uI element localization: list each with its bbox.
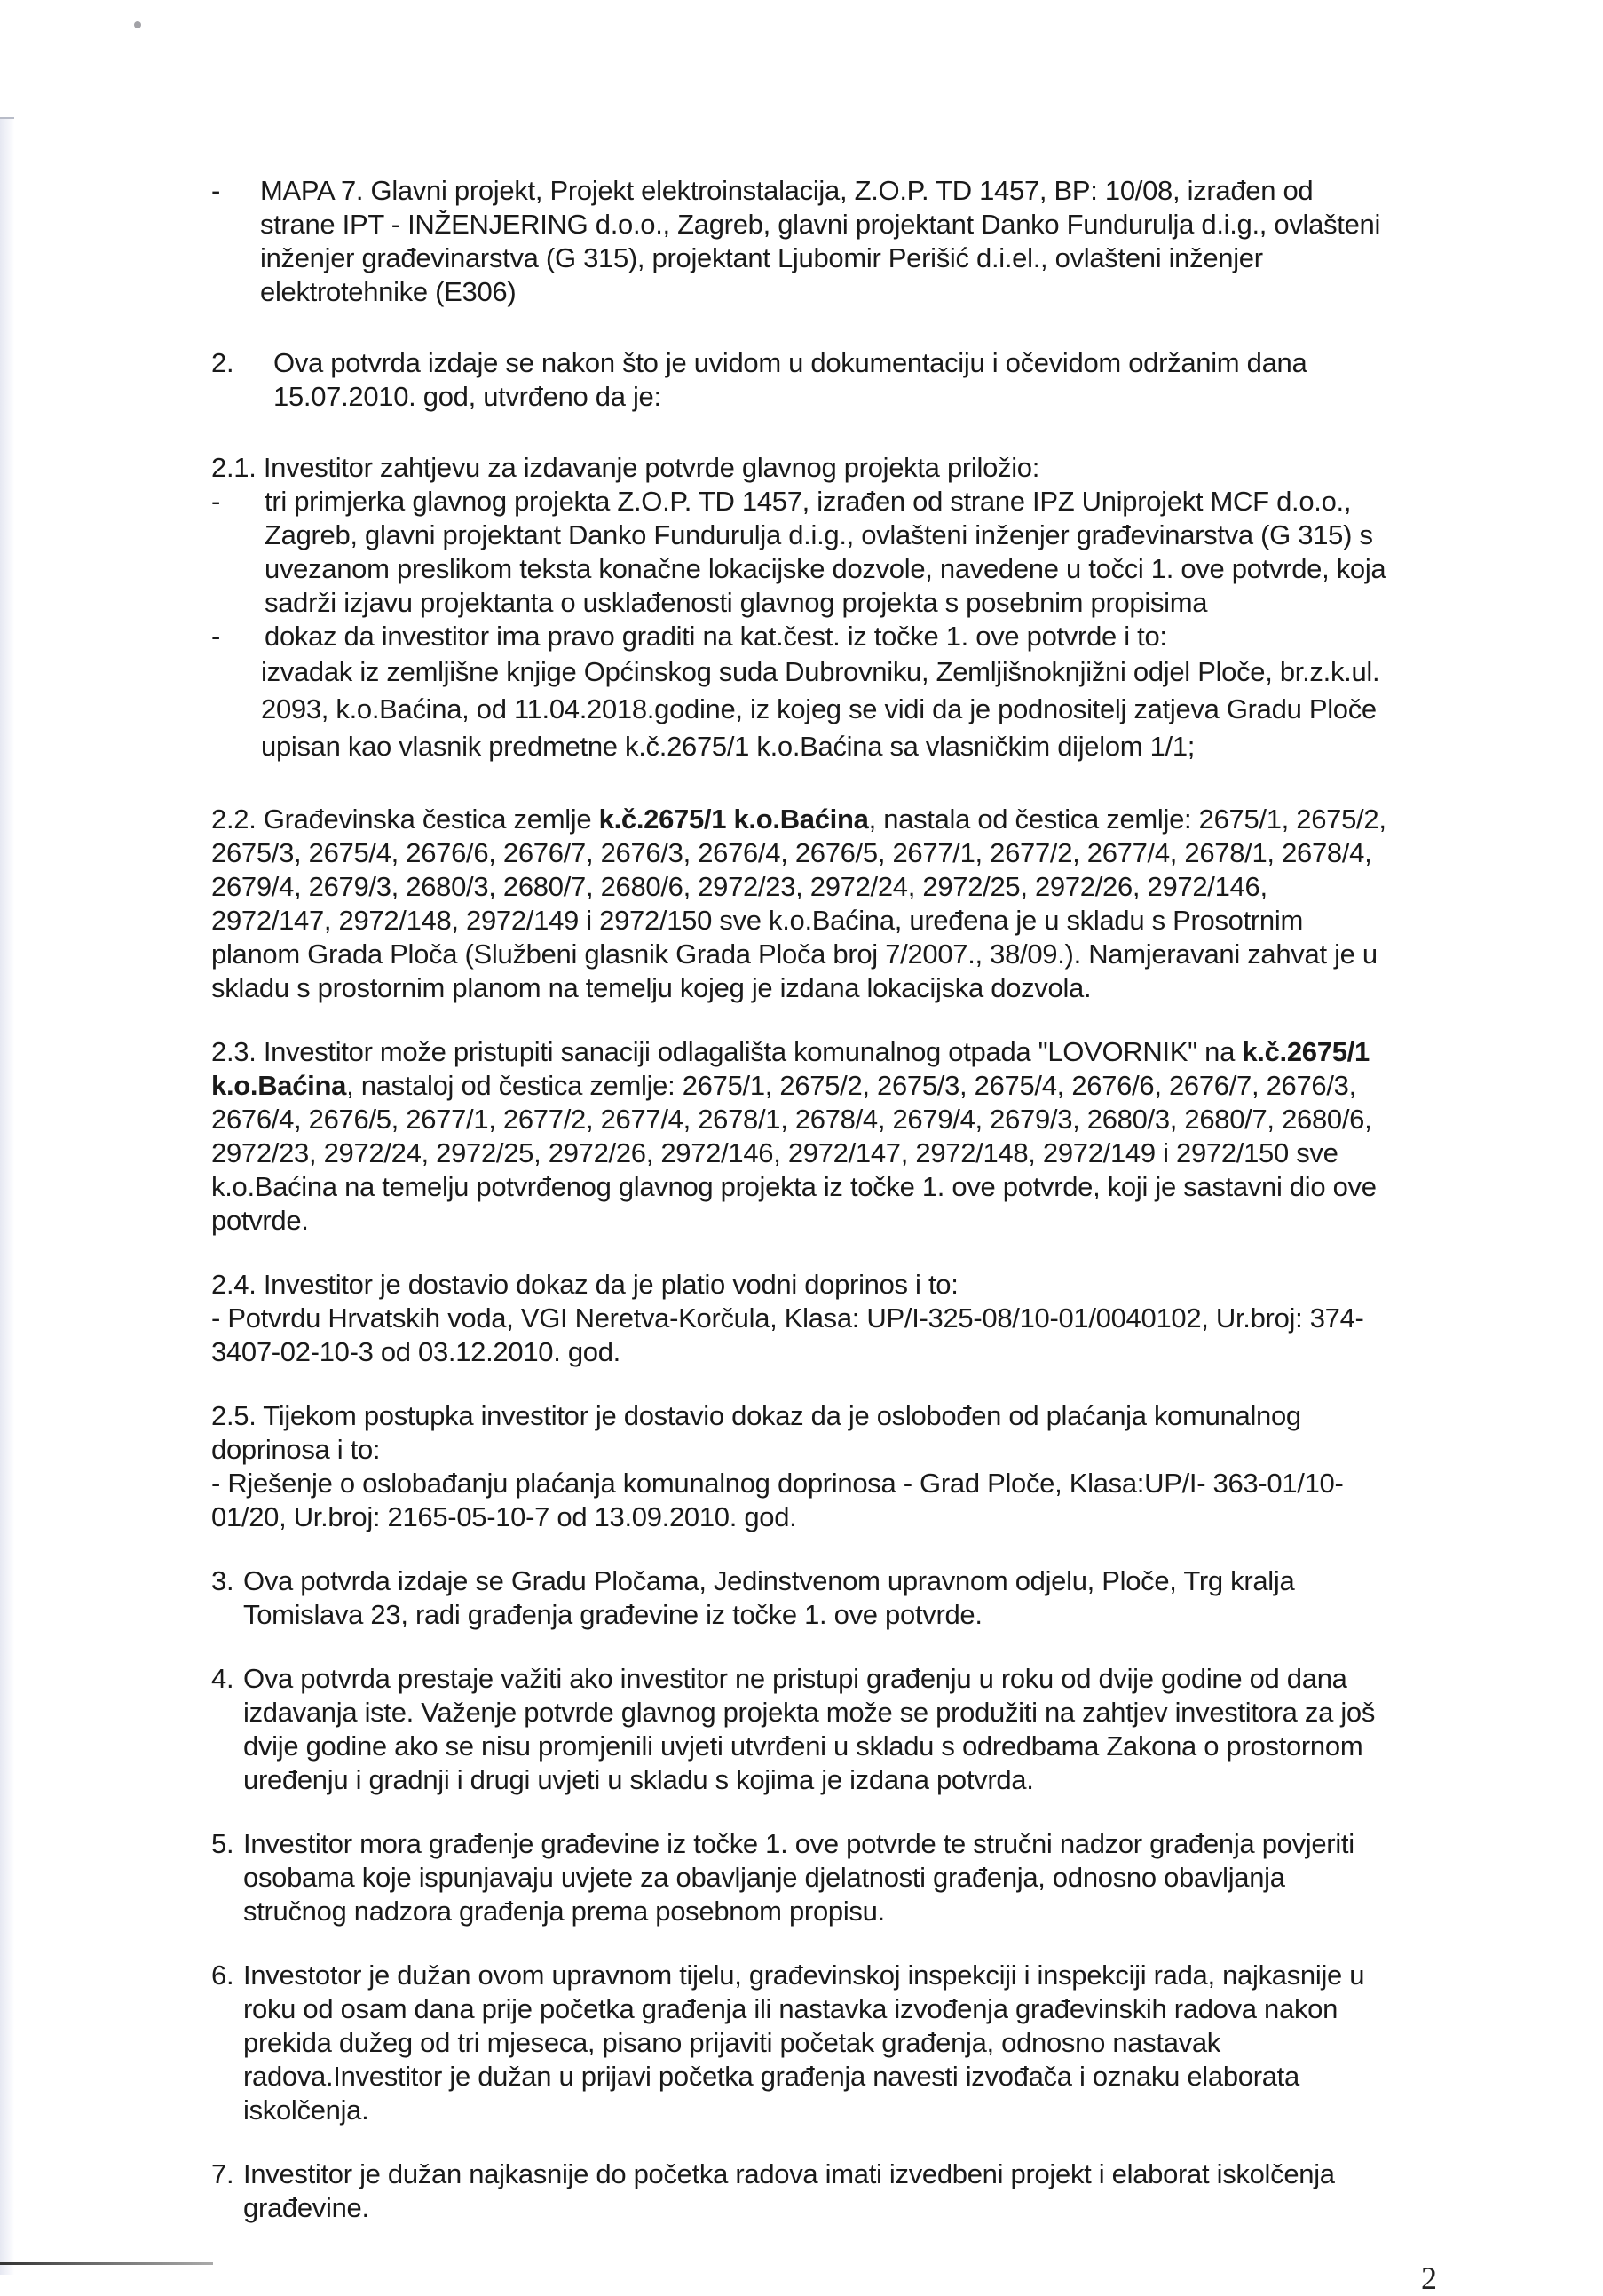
section3 <box>211 1564 1392 1632</box>
section2-5-heading: 2.5. Tijekom postupka investitor je dostavio dokaz da je oslobođen od plaćanja komunalnog doprinosa i to: <box>211 1400 1301 1465</box>
section2-1-item-text: dokaz da investitor ima pravo graditi na kat.čest. iz točke 1. ove potvrde i to: <box>265 621 1167 652</box>
section7 <box>211 2157 1392 2225</box>
section3-number: 3. <box>211 1565 234 1596</box>
page-number: 2 <box>1421 2260 1437 2296</box>
section2-1-item-text: tri primjerka glavnog projekta Z.O.P. TD 1457, izrađen od strane IPZ Uniprojekt MCF d.o.o., Zagreb, glavni projektant Danko Fundurulja d.i.g., ovlašteni inženjer građevinarstva (G 315) s uvezanom preslikom teksta konačne lokacijske dozvole, navedene u točci 1. ove potvrde, koja sadrži izjavu projektanta o usklađenosti glavnog projekta s posebnim propisima <box>265 486 1386 618</box>
section2-2-text: , nastala od čestica zemlje: 2675/1, 2675/2, 2675/3, 2675/4, 2676/6, 2676/7, 2676/3, 2676/4, 2676/5, 2677/1, 2677/2, 2677/4, 2678/1, 2678/4, 2679/4, 2679/3, 2680/3, 2680/7, 2680/6, 2972/23, 2972/24, 2972/25, 2972/26, 2972/146, 2972/147, 2972/148, 2972/149 i 2972/150 sve k.o.Baćina, uređena je u skladu s Prosotrnim planom Grada Ploča (Službeni glasnik Grada Ploča broj 7/2007., 38/09.). Namjeravani zahvat je u skladu s prostornim planom na temelju kojeg je izdana lokacijska dozvola. <box>211 804 1386 1003</box>
parcel-id: k.č.2675/1 k.o.Baćina <box>211 1036 1370 1101</box>
section4-number: 4. <box>211 1663 234 1694</box>
bullet-dash: - <box>211 486 221 517</box>
section2-3 <box>211 1035 1392 1238</box>
mapa7-text: MAPA 7. Glavni projekt, Projekt elektroinstalacija, Z.O.P. TD 1457, BP: 10/08, izrađen od strane IPT - INŽENJERING d.o.o., Zagreb, glavni projektant Danko Fundurulja d.i.g., ovlašteni inženjer građevinarstva (G 315), projektant Ljubomir Perišić d.i.el., ovlašteni inženjer elektrotehnike (E306) <box>260 175 1381 307</box>
section7-text: Investitor je dužan najkasnije do početka radova imati izvedbeni projekt i elaborat iskolčenja građevine. <box>243 2158 1335 2223</box>
section7-number: 7. <box>211 2158 234 2189</box>
section6-text: Investotor je dužan ovom upravnom tijelu, građevinskoj inspekciji i inspekciji rada, najkasnije u roku od osam dana prije početka građenja ili nastavka izvođenja građevinskih radova nakon prekida dužeg od tri mjeseca, pisano prijaviti početak građenja, odnosno nastavak radova.Investitor je dužan u prijavi početka građenja navesti izvođača i oznaku elaborata iskolčenja. <box>243 1960 1365 2126</box>
section4 <box>211 1662 1392 1797</box>
land-registry-extract-text: izvadak iz zemljišne knjige Općinskog suda Dubrovniku, Zemljišnoknjižni odjel Ploče, br.z.k.ul. 2093, k.o.Baćina, od 11.04.2018.godine, iz kojeg se vidi da je podnositelj zatjeva Gradu Ploče upisan kao vlasnik predmetne k.č.2675/1 k.o.Baćina sa vlasničkim dijelom 1/1; <box>261 656 1380 762</box>
section2-2-prefix: 2.2. Građevinska čestica zemlje <box>211 804 599 835</box>
bullet-dash: - <box>211 175 221 206</box>
section2-4 <box>211 1268 1392 1369</box>
section2-4-item: - Potvrdu Hrvatskih voda, VGI Neretva-Korčula, Klasa: UP/I-325-08/10-01/0040102, Ur.broj: 374-3407-02-10-3 od 03.12.2010. god. <box>211 1302 1364 1367</box>
section2-1-item <box>211 620 1392 653</box>
section2-3-prefix: 2.3. Investitor može pristupiti sanaciji odlagališta komunalnog otpada "LOVORNIK" na <box>211 1036 1243 1067</box>
scan-footer-rule <box>0 2262 213 2265</box>
parcel-id: k.č.2675/1 k.o.Baćina <box>598 804 869 835</box>
section2-text: Ova potvrda izdaje se nakon što je uvidom u dokumentaciju i očevidom održanim dana 15.07.2010. god, utvrđeno da je: <box>273 347 1307 412</box>
section2-5 <box>211 1399 1392 1534</box>
section5-number: 5. <box>211 1828 234 1859</box>
section2-3-text: , nastaloj od čestica zemlje: 2675/1, 2675/2, 2675/3, 2675/4, 2676/6, 2676/7, 2676/3, 2676/4, 2676/5, 2677/1, 2677/2, 2677/4, 2678/1, 2678/4, 2679/4, 2679/3, 2680/3, 2680/7, 2680/6, 2972/23, 2972/24, 2972/25, 2972/26, 2972/146, 2972/147, 2972/148, 2972/149 i 2972/150 sve k.o.Baćina na temelju potvrđenog glavnog projekta iz točke 1. ove potvrde, koji je sastavni dio ove potvrde. <box>211 1070 1377 1236</box>
section2-1-item <box>211 485 1392 620</box>
section2-1 <box>211 451 1392 765</box>
mapa7-item <box>211 174 1392 309</box>
section2-5-item: - Rješenje o oslobađanju plaćanja komunalnog doprinosa - Grad Ploče, Klasa:UP/I- 363-01/10-01/20, Ur.broj: 2165-05-10-7 od 13.09.2010. god. <box>211 1468 1344 1532</box>
bullet-dash: - <box>211 621 221 652</box>
section2-2 <box>211 803 1392 1005</box>
section6 <box>211 1959 1392 2127</box>
section2 <box>211 346 1392 414</box>
section2-4-heading: 2.4. Investitor je dostavio dokaz da je platio vodni doprinos i to: <box>211 1269 959 1300</box>
section2-number: 2. <box>211 347 234 378</box>
section5 <box>211 1827 1392 1928</box>
section4-text: Ova potvrda prestaje važiti ako investitor ne pristupi građenju u roku od dvije godine od dana izdavanja iste. Važenje potvrde glavnog projekta može se produžiti na zahtjev investitora za još dvije godine ako se nisu promjenili uvjeti utvrđeni u skladu s odredbama Zakona o prostornom uređenju i gradnji i drugi uvjeti u skladu s kojima je izdana potvrda. <box>243 1663 1376 1795</box>
section2-1-heading-text: 2.1. Investitor zahtjevu za izdavanje potvrde glavnog projekta priložio: <box>211 452 1040 483</box>
section5-text: Investitor mora građenje građevine iz točke 1. ove potvrde te stručni nadzor građenja povjeriti osobama koje ispunjavaju uvjete za obavljanje djelatnosti građenja, odnosno obavljanja stručnog nadzora građenja prema posebnom propisu. <box>243 1828 1354 1927</box>
section6-number: 6. <box>211 1960 234 1991</box>
section3-text: Ova potvrda izdaje se Gradu Pločama, Jedinstvenom upravnom odjelu, Ploče, Trg kralja Tomislava 23, radi građenja građevine iz točke 1. ove potvrde. <box>243 1565 1295 1630</box>
